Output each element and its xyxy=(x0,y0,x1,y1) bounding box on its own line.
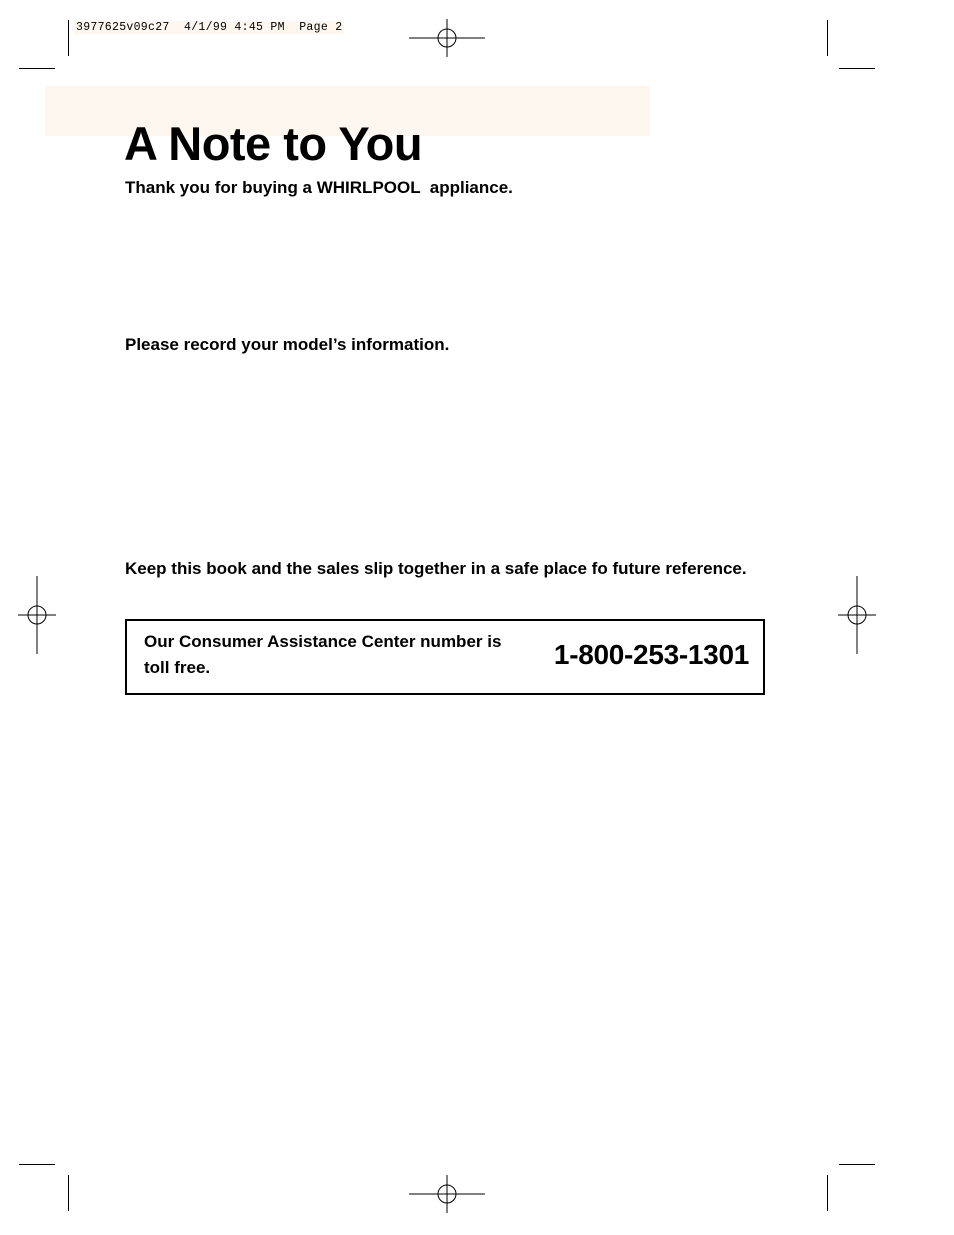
registration-mark-left-icon xyxy=(18,576,56,654)
registration-mark-top-icon xyxy=(409,19,487,57)
registration-mark-right-icon xyxy=(838,576,876,654)
thanks-line: Thank you for buying a WHIRLPOOL appliance. xyxy=(125,178,513,197)
record-line: Please record your model’s information. xyxy=(125,335,450,354)
assistance-phone-number: 1-800-253-1301 xyxy=(553,639,749,670)
keep-line: Keep this book and the sales slip together in a safe place fo future reference. xyxy=(125,559,747,578)
print-slug: 3977625v09c27 4/1/99 4:45 PM Page 2 xyxy=(76,21,343,34)
registration-mark-bottom-icon xyxy=(409,1175,487,1213)
page-title: A Note to You xyxy=(124,117,423,170)
assistance-text: Our Consumer Assistance Center number is toll free. xyxy=(144,632,502,677)
consumer-assistance-box xyxy=(125,619,765,695)
